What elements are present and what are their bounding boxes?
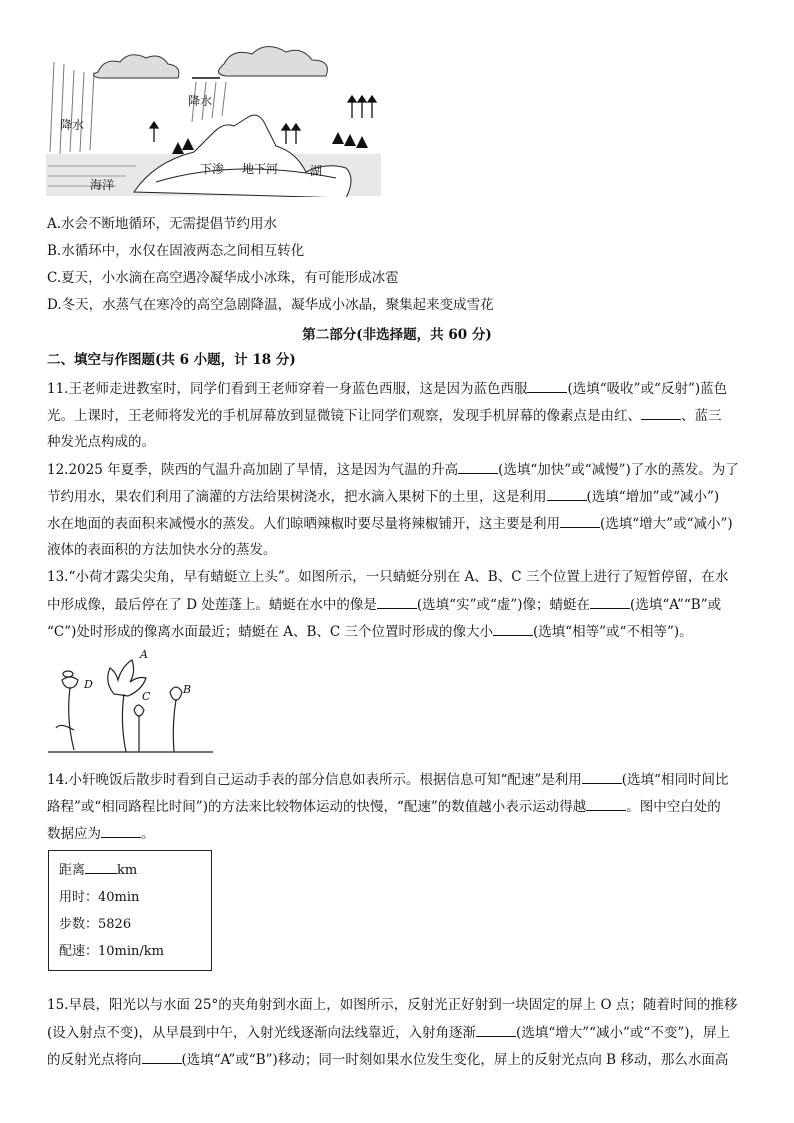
- q11-text: (选填“吸收”或“反射”)蓝色: [567, 381, 728, 397]
- q12-line4: 液体的表面积的方法加快水分的蒸发。: [47, 542, 277, 558]
- part2-title: 第二部分(非选择题，共 60 分): [302, 327, 492, 343]
- q15-line3: [47, 1049, 754, 1070]
- q13-text: (选填“相等”或“不相等”)。: [532, 624, 693, 640]
- q11-line2: [47, 405, 754, 426]
- answer-blank: [493, 621, 533, 636]
- label-lake: 湖: [310, 164, 323, 178]
- label-a: A: [140, 648, 148, 661]
- q12-text: 节约用水，果农们利用了滴灌的方法给果树浇水，把水滴入果树下的土里，这是利用: [47, 489, 547, 505]
- q15-line1: 15.早晨，阳光以与水面 25°的夹角射到水面上，如图所示，反射光正好射到一块固定的屏上 O 点；随着时间的推移: [47, 997, 738, 1013]
- q13-line1: 13.“小荷才露尖尖角，早有蜻蜓立上头”。如图所示，一只蜻蜓分别在 A、B、C 三个位置上进行了短暂停留，在水: [47, 569, 729, 585]
- answer-blank: [85, 859, 117, 874]
- q12-line3: [47, 513, 754, 534]
- q11-line1: [47, 378, 754, 399]
- answer-blank: [527, 378, 567, 393]
- q15-text: 的反射光点将向: [47, 1052, 142, 1068]
- label-rain-top: 降水: [188, 94, 213, 108]
- answer-blank: [586, 796, 626, 811]
- q14-text: 。图中空白处的: [626, 799, 721, 815]
- watch-steps-row: 步数：5826: [59, 917, 132, 932]
- q10-option-b: B.水循环中，水仅在固液两态之间相互转化: [47, 243, 305, 259]
- q13-line3: [47, 621, 754, 642]
- q12-line1: [47, 459, 754, 480]
- label-ocean: 海洋: [90, 178, 115, 192]
- q13-text: (选填“实”或“虚”)像；蜻蜓在: [416, 597, 591, 613]
- q15-text: (选填“增大”“减小”或“不变”)，屏上: [516, 1025, 730, 1041]
- label-rain-left: 降水: [60, 118, 85, 132]
- q13-line2: [47, 594, 754, 615]
- q15-line2: [47, 1022, 754, 1043]
- q14-line1: [47, 769, 754, 790]
- label-c: C: [142, 690, 151, 703]
- q11-text: 光。上课时，王老师将发光的手机屏幕放到显微镜下让同学们观察，发现手机屏幕的像素点是由红、: [47, 408, 641, 424]
- watch-time-row: 用时：40min: [59, 890, 140, 905]
- section2-title: 二、填空与作图题(共 6 小题，计 18 分): [47, 352, 296, 368]
- q12-text: (选填“加快”或“减慢”)了水的蒸发。为了: [498, 462, 739, 478]
- watch-distance-row: [59, 859, 137, 878]
- watch-pace-row: 配速：10min/km: [59, 944, 164, 959]
- answer-blank: [641, 405, 681, 420]
- q14-text: (选填“相同时间比: [621, 772, 729, 788]
- distance-label: 距离: [59, 863, 86, 878]
- answer-blank: [476, 1022, 516, 1037]
- answer-blank: [142, 1049, 182, 1064]
- label-underground-river: 地下河: [242, 162, 279, 176]
- q12-text: 12.2025 年夏季，陕西的气温升高加剧了旱情，这是因为气温的升高: [47, 462, 459, 478]
- q10-option-d: D.冬天，水蒸气在寒冷的高空急剧降温，凝华成小冰晶，聚集起来变成雪花: [47, 297, 494, 313]
- q13-text: 中形成像，最后停在了 D 处莲蓬上。蜻蜓在水中的像是: [47, 597, 377, 613]
- q13-text: “C”)处时形成的像离水面最近；蜻蜓在 A、B、C 三个位置时形成的像大小: [47, 624, 493, 640]
- q11-line3: 种发光点构成的。: [47, 434, 155, 450]
- q12-line2: [47, 486, 754, 507]
- lotus-drawing: [48, 650, 213, 755]
- q14-line2: [47, 796, 754, 817]
- lotus-dragonfly-figure: [48, 650, 213, 755]
- answer-blank: [101, 823, 141, 838]
- q11-text: 11.王老师走进教室时，同学们看到王老师穿着一身蓝色西服，这是因为蓝色西服: [47, 381, 528, 397]
- q12-text: 水在地面的表面积来减慢水的蒸发。人们晾晒辣椒时要尽量将辣椒铺开，这主要是利用: [47, 516, 560, 532]
- label-seep: 下渗: [200, 162, 225, 176]
- label-b: B: [183, 683, 192, 696]
- q12-text: (选填“增加”或“减小”): [586, 489, 720, 505]
- q14-text: 数据应为: [47, 826, 101, 842]
- q15-text: (选填“A”或“B”)移动；同一时刻如果水位发生变化，屏上的反射光点向 B 移动，那么水面高: [181, 1052, 729, 1068]
- q14-text: 路程”或“相同路程比时间”)的方法来比较物体运动的快慢，“配速”的数值越小表示运动得越: [47, 799, 587, 815]
- q13-text: (选填“A”“B”或: [630, 597, 722, 613]
- q14-text: 。: [141, 826, 155, 842]
- answer-blank: [458, 459, 498, 474]
- q15-text: (设入射点不变)，从早晨到中午，入射光线逐渐向法线靠近，入射角逐渐: [47, 1025, 477, 1041]
- label-d: D: [84, 678, 93, 691]
- water-cycle-figure: [46, 42, 381, 197]
- answer-blank: [590, 594, 630, 609]
- answer-blank: [582, 769, 622, 784]
- distance-unit: km: [117, 863, 138, 878]
- answer-blank: [377, 594, 417, 609]
- q10-option-a: A.水会不断地循环，无需提倡节约用水: [47, 216, 278, 232]
- q11-text: 、蓝三: [681, 408, 722, 424]
- q12-text: (选填“增大”或“减小”): [600, 516, 733, 532]
- q14-text: 14.小轩晚饭后散步时看到自己运动手表的部分信息如表所示。根据信息可知“配速”是利用: [47, 772, 582, 788]
- answer-blank: [547, 486, 587, 501]
- q14-line3: [47, 823, 754, 844]
- sports-watch-table: [48, 850, 212, 971]
- q10-option-c: C.夏天，小水滴在高空遇冷凝华成小冰珠，有可能形成冰雹: [47, 270, 399, 286]
- answer-blank: [560, 513, 600, 528]
